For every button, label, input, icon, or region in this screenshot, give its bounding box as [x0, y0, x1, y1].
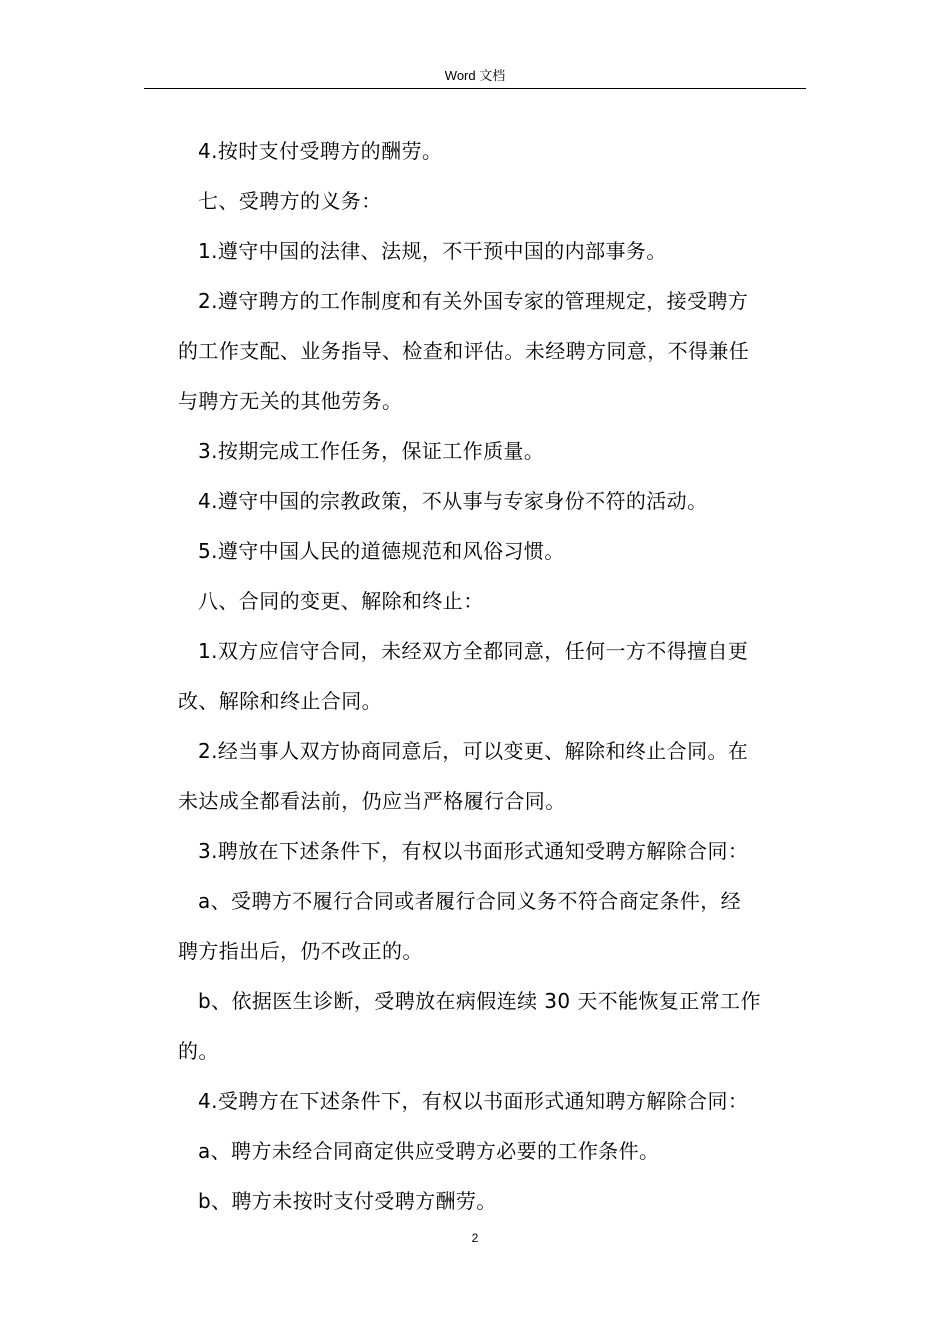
paragraph-line: 改、解除和终止合同。: [178, 689, 382, 713]
paragraph-line: 4.受聘方在下述条件下，有权以书面形式通知聘方解除合同：: [198, 1089, 749, 1113]
paragraph-line: 5.遵守中国人民的道德规范和风俗习惯。: [198, 539, 565, 563]
paragraph-line: 的。: [178, 1039, 219, 1063]
paragraph-line: 八、合同的变更、解除和终止：: [198, 589, 484, 613]
paragraph-line: 1.遵守中国的法律、法规，不干预中国的内部事务。: [198, 239, 667, 263]
paragraph-line: b、聘方未按时支付受聘方酬劳。: [198, 1189, 497, 1213]
paragraph-line: a、受聘方不履行合同或者履行合同义务不符合商定条件，经: [198, 889, 742, 913]
paragraph-line: 3.聘放在下述条件下，有权以书面形式通知受聘方解除合同：: [198, 839, 749, 863]
paragraph-line: a、聘方未经合同商定供应受聘方必要的工作条件。: [198, 1139, 660, 1163]
paragraph-line: 与聘方无关的其他劳务。: [178, 389, 403, 413]
paragraph-line: 2.遵守聘方的工作制度和有关外国专家的管理规定，接受聘方: [198, 289, 749, 313]
paragraph-line: 七、受聘方的义务：: [198, 189, 382, 213]
paragraph-line: 1.双方应信守合同，未经双方全都同意，任何一方不得擅自更: [198, 639, 749, 663]
paragraph-line: 3.按期完成工作任务，保证工作质量。: [198, 439, 545, 463]
page-header: [144, 66, 806, 89]
paragraph-line: 2.经当事人双方协商同意后，可以变更、解除和终止合同。在: [198, 739, 749, 763]
paragraph-line: 聘方指出后，仍不改正的。: [178, 939, 423, 963]
header-title: Word 文档: [444, 68, 506, 83]
page-number: 2: [471, 1231, 479, 1245]
paragraph-line: 未达成全都看法前，仍应当严格履行合同。: [178, 789, 566, 813]
paragraph-line: b、依据医生诊断，受聘放在病假连续 30 天不能恢复正常工作: [198, 989, 761, 1013]
paragraph-line: 4.按时支付受聘方的酬劳。: [198, 139, 443, 163]
paragraph-line: 4.遵守中国的宗教政策，不从事与专家身份不符的活动。: [198, 489, 708, 513]
document-body: [178, 126, 806, 1226]
paragraph-line: 的工作支配、业务指导、检查和评估。未经聘方同意，不得兼任: [178, 339, 750, 363]
